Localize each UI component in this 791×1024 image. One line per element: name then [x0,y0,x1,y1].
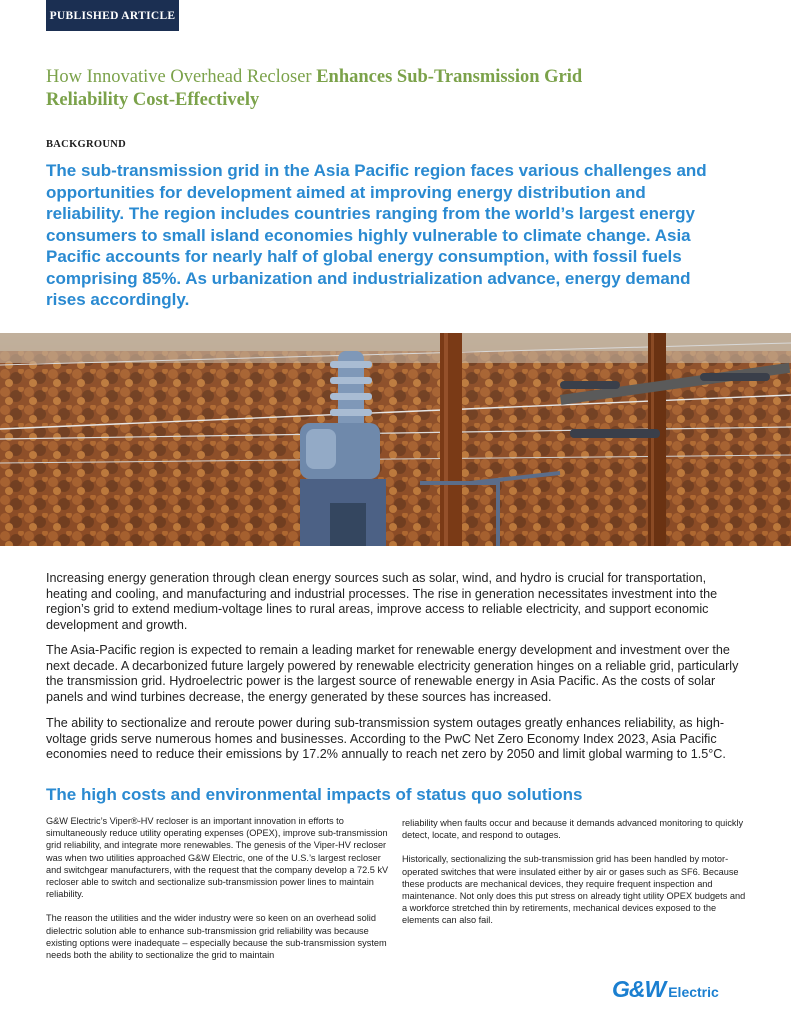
recloser-photo [0,333,791,546]
logo-mark: G&W [612,976,666,1002]
body-paragraph-2: The Asia-Pacific region is expected to remain a leading market for renewable energy development and investment over the next decade. A decarbonized future largely powered by renewable electricity generation hinges on a reliable grid, particularly the transmission grid. Hydroelectric power is the largest source of renewable energy in Asia Pacific. As the costs of solar panels and wind turbines decrease, the energy generated by these sources has increased. [46,643,739,704]
left-column [46,815,391,973]
body-paragraph-3: The ability to sectionalize and reroute power during sub-transmission system outages greatly enhances reliability, as high-voltage grids serve numerous homes and businesses. According to the PwC Net Zero Economy Index 2023, Asia Pacific economies need to reduce their emissions by 17.2% annually to reach net zero by 2050 and limit global warming to 1.5°C. [46,716,726,762]
title-light: How Innovative Overhead Recloser [46,67,317,87]
right-column-paragraph-1: reliability when faults occur and because it demands advanced monitoring to quickly detect, locate, and respond to outages. [402,818,744,841]
logo-word: Electric [668,984,719,1000]
right-column [402,817,747,939]
lead-paragraph: The sub-transmission grid in the Asia Pacific region faces various challenges and opportunities for development aimed at improving energy distribution and reliability. The region includes countries ranging from the world’s largest energy consumers to small island economies highly vulnerable to climate change. Asia Pacific accounts for nearly half of global energy consumption, with fossil fuels comprising 85%. As urbanization and industrialization advance, energy demand rises accordingly. [46,161,707,309]
title-bold: Enhances Sub-Transmission Grid Reliability Cost-Effectively [46,67,583,110]
section-kicker: BACKGROUND [46,139,127,150]
gw-electric-logo [612,976,719,1003]
right-column-paragraph-2: Historically, sectionalizing the sub-transmission grid has been handled by motor-operated switches that were insulated either by air or gases such as SF6. Because these products are mechanical devices, they require frequent inspection and maintenance. Not only does this put stress on already tight utility OPEX budgets and a workforce stretched thin by retirements, mechanical devices exposed to the elements can also fail. [402,854,746,926]
left-column-paragraph-2: The reason the utilities and the wider industry were so keen on an overhead solid dielectric solution able to enhance sub-transmission grid reliability was because existing options were inadequate – especially because the sub-transmission system needs both the ability to sectionalize the grid to maintain [46,913,387,961]
left-column-paragraph-1: G&W Electric’s Viper®-HV recloser is an important innovation in efforts to simultaneously reduce utility operating expenses (OPEX), improve sub-transmission grid reliability, and integrate more renewables. The genesis of the Viper-HV recloser was when two utilities approached G&W Electric, one of the U.S.’s largest recloser and switchgear manufacturers, with the request that the company develop a 72.5 kV recloser able to switch and sectionalize sub-transmission power lines to maintain reliability. [46,816,389,900]
section-heading: The high costs and environmental impacts of status quo solutions [46,785,583,804]
body-paragraph-1: Increasing energy generation through clean energy sources such as solar, wind, and hydro is crucial for transportation, heating and cooling, and manufacturing and industrial processes. The rise in generation necessitates investment into the region’s grid to extend medium-voltage lines to rural areas, improve access to reliable electricity, and support economic development and growth. [46,571,718,632]
published-article-tag: PUBLISHED ARTICLE [46,0,179,31]
article-title [46,66,666,111]
